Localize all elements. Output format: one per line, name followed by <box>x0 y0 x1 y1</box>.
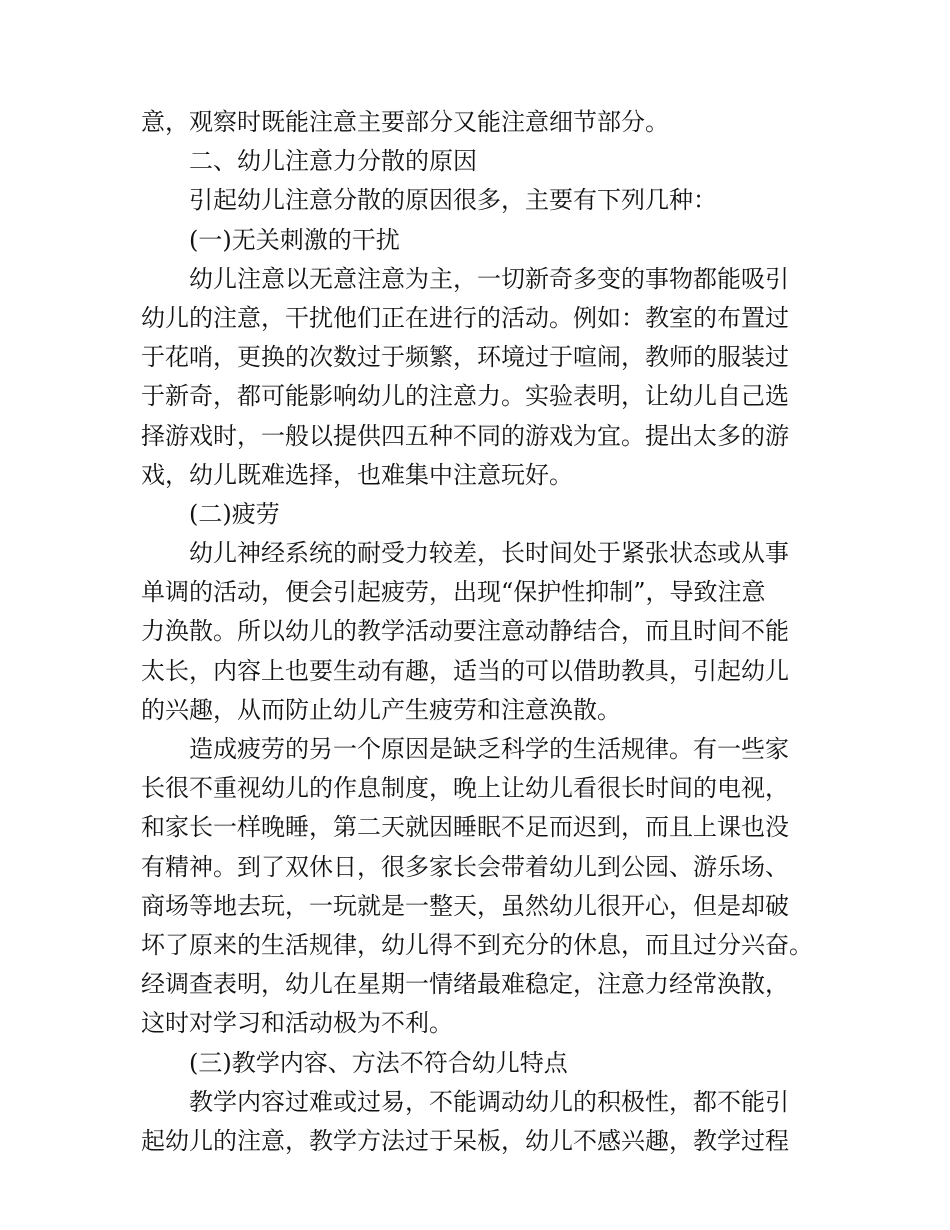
text-line: 商场等地去玩，一玩就是一整天，虽然幼儿很开心，但是却破 <box>141 891 789 920</box>
text-line: 教学内容过难或过易，不能调动幼儿的积极性，都不能引 <box>189 1087 789 1116</box>
text-line: 的兴趣，从而防止幼儿产生疲劳和注意涣散。 <box>141 695 621 724</box>
text-line: 单调的活动，便会引起疲劳，出现“保护性抑制”，导致注意 <box>141 578 766 607</box>
text-line: 起幼儿的注意，教学方法过于呆板，幼儿不感兴趣，教学过程 <box>141 1126 789 1155</box>
text-line: 幼儿神经系统的耐受力较差，长时间处于紧张状态或从事 <box>189 539 789 568</box>
text-line: 长很不重视幼儿的作息制度，晚上让幼儿看很长时间的电视， <box>141 774 789 803</box>
text-line: 太长，内容上也要生动有趣，适当的可以借助教具，引起幼儿 <box>141 656 789 685</box>
text-line: 于新奇，都可能影响幼儿的注意力。实验表明，让幼儿自己选 <box>141 382 789 411</box>
text-line: 坏了原来的生活规律，幼儿得不到充分的休息，而且过分兴奋。 <box>141 930 813 959</box>
text-line: (二)疲劳 <box>189 499 280 528</box>
text-line: (一)无关刺激的干扰 <box>189 225 400 254</box>
text-line: 引起幼儿注意分散的原因很多，主要有下列几种： <box>189 186 717 215</box>
document-text-body <box>141 103 831 1161</box>
text-line: 造成疲劳的另一个原因是缺乏科学的生活规律。有一些家 <box>189 735 789 763</box>
text-line: 有精神。到了双休日，很多家长会带着幼儿到公园、游乐场、 <box>141 852 789 881</box>
text-line: 戏，幼儿既难选择，也难集中注意玩好。 <box>141 460 573 489</box>
text-line: (三)教学内容、方法不符合幼儿特点 <box>189 1048 568 1077</box>
text-line: 意，观察时既能注意主要部分又能注意细节部分。 <box>141 108 669 136</box>
text-line: 二、幼儿注意力分散的原因 <box>189 147 477 176</box>
text-line: 这时对学习和活动极为不利。 <box>141 1009 453 1038</box>
text-line: 择游戏时，一般以提供四五种不同的游戏为宜。提出太多的游 <box>141 421 789 450</box>
text-line: 经调查表明，幼儿在星期一情绪最难稳定，注意力经常涣散， <box>141 970 789 999</box>
text-line: 力涣散。所以幼儿的教学活动要注意动静结合，而且时间不能 <box>141 617 789 646</box>
text-line: 幼儿注意以无意注意为主，一切新奇多变的事物都能吸引 <box>189 264 789 293</box>
text-line: 幼儿的注意，干扰他们正在进行的活动。例如：教室的布置过 <box>141 303 789 332</box>
text-line: 和家长一样晚睡，第二天就因睡眠不足而迟到，而且上课也没 <box>141 813 789 842</box>
text-line: 于花哨，更换的次数过于频繁，环境过于喧闹，教师的服装过 <box>141 343 789 372</box>
